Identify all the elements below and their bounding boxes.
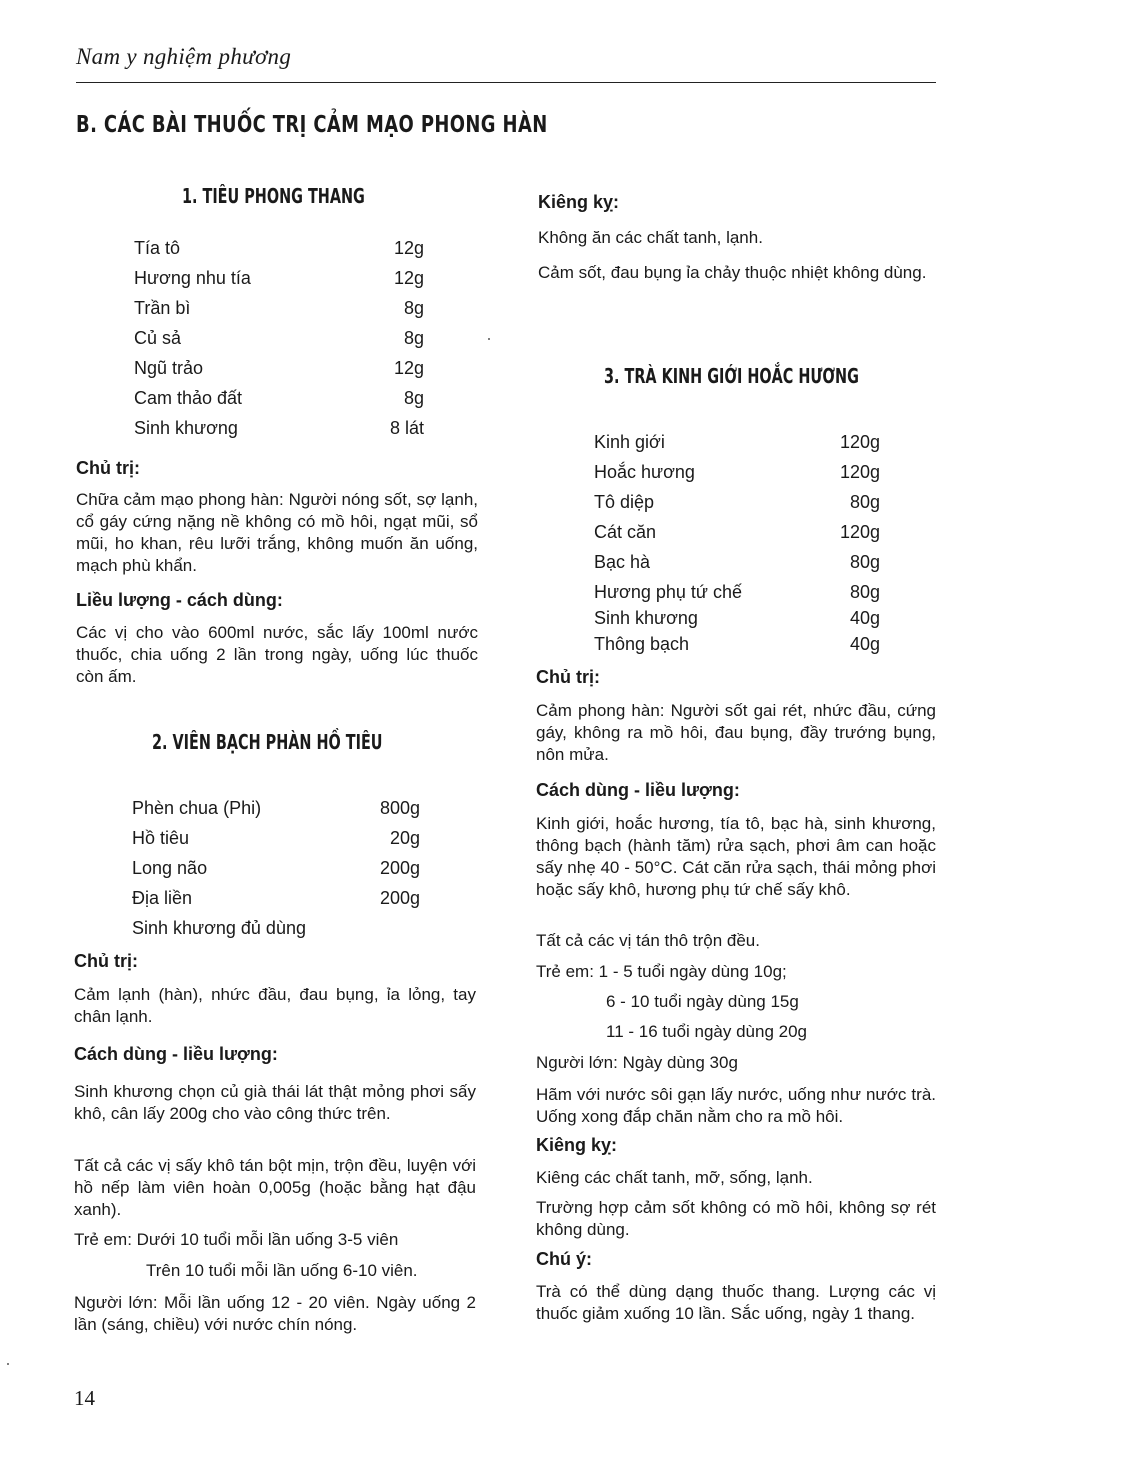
ingredient-name: Phèn chua (Phi) (132, 798, 262, 818)
ingredient-name: Sinh khương đủ dùng (132, 918, 306, 938)
ingredient-row (594, 432, 880, 462)
recipe-3-preparation: Hãm với nước sôi gạn lấy nước, uống như nước trà. Uống xong đắp chăn nằm cho ra mồ hôi. (536, 1085, 936, 1126)
ingredient-row (594, 522, 880, 552)
recipe-3-note-label: Chú ý: (536, 1249, 592, 1269)
recipe-2-usage-p2: Tất cả các vị sấy khô tán bột mịn, trộn đều, luyện với hồ nếp làm viên hoàn 0,005g (hoặc bằng hạt đậu xanh). (74, 1156, 476, 1219)
recipe-3-note-text: Trà có thể dùng dạng thuốc thang. Lượng các vị thuốc giảm xuống 10 lần. Sắc uống, ngày 1 thang. (536, 1282, 936, 1323)
ingredient-row (132, 888, 420, 918)
ingredient-row (594, 634, 880, 660)
recipe-3-kieng-ky-label: Kiêng kỵ: (536, 1135, 618, 1155)
recipe-2-usage-p1: Sinh khương chọn củ già thái lát thật mỏng phơi sấy khô, cân lấy 200g cho vào công thức trên. (74, 1082, 476, 1123)
ingredient-amount: 80g (849, 582, 880, 602)
ingredient-amount: 12g (393, 238, 424, 258)
ingredient-row (132, 918, 420, 948)
section-title: B. CÁC BÀI THUỐC TRỊ CẢM MẠO PHONG HÀN (76, 112, 548, 138)
ingredient-row (132, 828, 420, 858)
ingredient-row (134, 298, 424, 328)
scan-speck (488, 338, 490, 340)
recipe-3-adult-dose: Người lớn: Ngày dùng 30g (536, 1053, 738, 1072)
ingredient-row (594, 552, 880, 582)
ingredient-amount: 20g (389, 828, 420, 848)
recipe-2-kieng-ky-1: Không ăn các chất tanh, lạnh. (538, 228, 763, 247)
recipe-2-kieng-ky-label: Kiêng kỵ: (538, 192, 620, 212)
ingredient-amount: 800g (379, 798, 420, 818)
ingredient-name: Hoắc hương (594, 462, 695, 482)
ingredient-name: Củ sả (134, 328, 182, 348)
recipe-1-ingredients (134, 238, 424, 448)
ingredient-amount: 200g (379, 858, 420, 878)
ingredient-amount: 120g (839, 432, 880, 452)
ingredient-name: Hồ tiêu (132, 828, 190, 848)
recipe-1-chu-tri-text: Chữa cảm mạo phong hàn: Người nóng sốt, sợ lạnh, cổ gáy cứng nặng nề không có mồ hôi, ngạt mũi, sổ mũi, ho khan, rêu lưỡi trắng, không muốn ăn uống, mạch phù khẩn. (76, 490, 478, 575)
ingredient-name: Sinh khương (134, 418, 238, 438)
recipe-3-children-dose-1: Trẻ em: 1 - 5 tuổi ngày dùng 10g; (536, 962, 787, 981)
recipe-2-kieng-ky-2: Cảm sốt, đau bụng ỉa chảy thuộc nhiệt không dùng. (538, 263, 927, 282)
recipe-3-usage-p2: Tất cả các vị tán thô trộn đều. (536, 931, 760, 950)
recipe-1-chu-tri-label: Chủ trị: (76, 458, 140, 478)
ingredient-name: Địa liền (132, 888, 193, 908)
ingredient-amount: 80g (849, 492, 880, 512)
ingredient-row (594, 582, 880, 608)
ingredient-row (594, 608, 880, 634)
ingredient-amount: 80g (849, 552, 880, 572)
ingredient-name: Ngũ trảo (134, 358, 204, 378)
recipe-3-children-dose-3: 11 - 16 tuổi ngày dùng 20g (606, 1022, 808, 1041)
page-number: 14 (74, 1386, 95, 1410)
ingredient-name: Cam thảo đất (134, 388, 243, 408)
ingredient-name: Tía tô (134, 238, 181, 258)
recipe-1-title: 1. TIÊU PHONG THANG (182, 184, 365, 208)
recipe-2-children-dose-2: Trên 10 tuổi mỗi lần uống 6-10 viên. (146, 1261, 418, 1280)
ingredient-row (134, 418, 424, 448)
ingredient-row (134, 328, 424, 358)
recipe-3-ingredients (594, 432, 880, 660)
ingredient-row (132, 798, 420, 828)
ingredient-amount: 40g (849, 608, 880, 628)
ingredient-amount: 120g (839, 462, 880, 482)
ingredient-row (134, 388, 424, 418)
recipe-3-kieng-ky-1: Kiêng các chất tanh, mỡ, sống, lạnh. (536, 1168, 813, 1187)
recipe-3-children-dose-2: 6 - 10 tuổi ngày dùng 15g (606, 992, 799, 1011)
ingredient-row (134, 358, 424, 388)
recipe-2-usage-label: Cách dùng - liều lượng: (74, 1044, 278, 1064)
recipe-2-adult-dose: Người lớn: Mỗi lần uống 12 - 20 viên. Ngày uống 2 lần (sáng, chiều) với nước chín nóng. (74, 1293, 476, 1334)
ingredient-row (132, 858, 420, 888)
recipe-3-chu-tri-label: Chủ trị: (536, 667, 600, 687)
recipe-2-chu-tri-text: Cảm lạnh (hàn), nhức đầu, đau bụng, ỉa lỏng, tay chân lạnh. (74, 985, 476, 1026)
ingredient-name: Trần bì (134, 298, 191, 318)
scan-speck (7, 1363, 9, 1365)
ingredient-row (134, 238, 424, 268)
ingredient-amount: 120g (839, 522, 880, 542)
recipe-2-ingredients (132, 798, 420, 948)
ingredient-amount: 8g (403, 298, 424, 318)
ingredient-name: Bạc hà (594, 552, 651, 572)
ingredient-name: Thông bạch (594, 634, 690, 654)
recipe-2-chu-tri-label: Chủ trị: (74, 951, 138, 971)
ingredient-name: Cát căn (594, 522, 657, 542)
ingredient-name: Tô diệp (594, 492, 655, 512)
ingredient-row (134, 268, 424, 298)
ingredient-amount: 8 lát (389, 418, 424, 438)
ingredient-amount: 8g (403, 328, 424, 348)
ingredient-amount: 200g (379, 888, 420, 908)
recipe-2-children-dose-1: Trẻ em: Dưới 10 tuổi mỗi lần uống 3-5 viên (74, 1230, 399, 1249)
ingredient-name: Hương nhu tía (134, 268, 251, 288)
ingredient-name: Sinh khương (594, 608, 698, 628)
ingredient-amount: 12g (393, 268, 424, 288)
ingredient-amount: 40g (849, 634, 880, 654)
recipe-2-title: 2. VIÊN BẠCH PHÀN HỒ TIÊU (152, 730, 383, 754)
recipe-3-usage-label: Cách dùng - liều lượng: (536, 780, 740, 800)
ingredient-name: Long não (132, 858, 208, 878)
ingredient-row (594, 492, 880, 522)
recipe-1-dosage-text: Các vị cho vào 600ml nước, sắc lấy 100ml nước thuốc, chia uống 2 lần trong ngày, uống lúc thuốc còn ấm. (76, 623, 478, 686)
recipe-3-chu-tri-text: Cảm phong hàn: Người sốt gai rét, nhức đầu, cứng gáy, không ra mồ hôi, đau bụng, đầy trướng bụng, nôn mửa. (536, 701, 936, 764)
recipe-1-dosage-label: Liều lượng - cách dùng: (76, 590, 283, 610)
ingredient-name: Kinh giới (594, 432, 665, 452)
recipe-3-usage-p1: Kinh giới, hoắc hương, tía tô, bạc hà, sinh khương, thông bạch (hành tăm) rửa sạch, phơi âm can hoặc sấy nhẹ 40 - 50°C. Cát căn rửa sạch, thái mỏng phơi hoặc sấy khô, hương phụ tứ chế sấy khô. (536, 814, 936, 899)
header-rule (76, 82, 936, 83)
ingredient-amount: 8g (403, 388, 424, 408)
ingredient-name: Hương phụ tứ chế (594, 582, 742, 602)
ingredient-amount: 12g (393, 358, 424, 378)
recipe-3-title: 3. TRÀ KINH GIỚI HOẮC HƯƠNG (604, 364, 859, 388)
recipe-3-kieng-ky-2: Trường hợp cảm sốt không có mồ hôi, không sợ rét không dùng. (536, 1198, 936, 1239)
ingredient-row (594, 462, 880, 492)
running-head: Nam y nghiệm phương (76, 44, 292, 69)
